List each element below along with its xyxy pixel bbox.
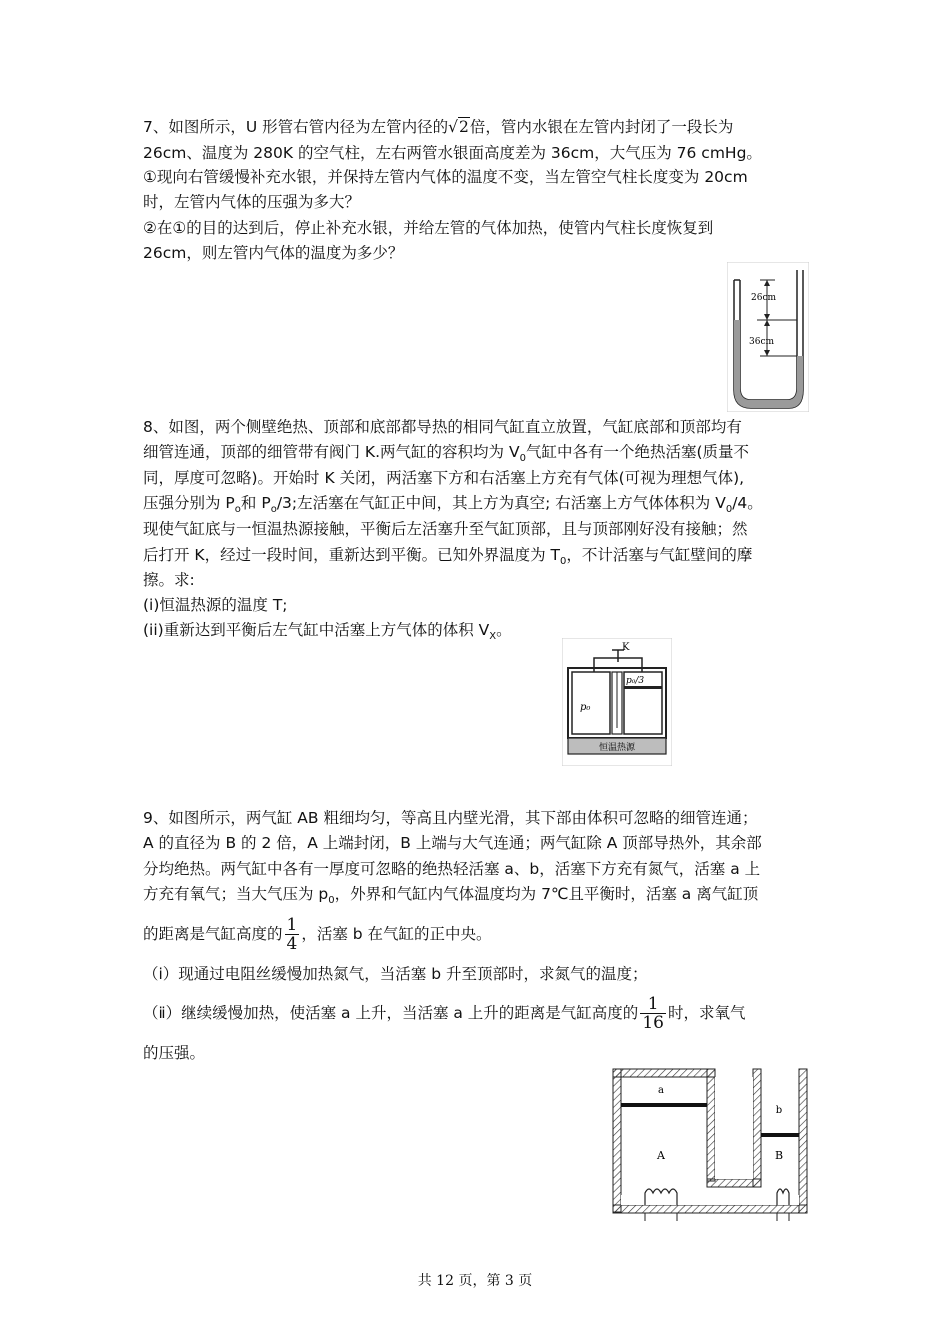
fig7-label-26cm: 26cm <box>751 293 777 303</box>
subscript: 0 <box>328 895 335 907</box>
q8-line-1: 8、如图，两个侧壁绝热、顶部和底部都导热的相同气缸直立放置，气缸底部和顶部均有 <box>143 418 742 436</box>
q7-line-1 <box>143 117 733 137</box>
q8-text: /3;左活塞在气缸正中间，其上方为真空; 右活塞上方气体体积为 V <box>276 494 726 512</box>
u-tube-figure <box>727 262 809 412</box>
q8-line-2 <box>143 442 749 469</box>
fraction-denominator: 16 <box>642 1013 664 1033</box>
q9-text: 的距离是气缸高度的 <box>143 925 283 943</box>
connected-cylinders-figure <box>611 1067 809 1222</box>
fig8-label-k: K <box>622 642 630 653</box>
q7-line-3: ①现向右管缓慢补充水银，并保持左管内气体的温度不变，当左管空气柱长度变为 20cm <box>143 168 748 186</box>
q9-line-2: A 的直径为 B 的 2 倍，A 上端封闭，B 上端与大气连通；两气缸除 A 顶部导热外，其余部 <box>143 834 762 852</box>
fraction-one-quarter <box>285 916 300 953</box>
subscript: o <box>270 504 277 516</box>
q8-text: 后打开 K，经过一段时间，重新达到平衡。已知外界温度为 T <box>143 546 560 564</box>
q7-line-2: 26cm、温度为 280K 的空气柱，左右两管水银面高度差为 36cm，大气压为 76 cmHg。 <box>143 144 762 162</box>
fraction-numerator: 1 <box>286 915 298 935</box>
q9-text: ，活塞 b 在气缸的正中央。 <box>301 925 492 943</box>
q7-text: 7、如图所示，U 形管右管内径为左管内径的 <box>143 118 449 136</box>
page-footer: 共 12 页，第 3 页 <box>417 1273 533 1289</box>
q9-line-5 <box>143 914 492 954</box>
q8-text: 。 <box>496 621 512 639</box>
q9-text: 方充有氧气；当大气压为 p <box>143 885 329 903</box>
fraction-numerator: 1 <box>640 995 666 1014</box>
q8-text: 细管连通，顶部的细管带有阀门 K.两气缸的容积均为 V <box>143 443 520 461</box>
subscript: 0 <box>560 556 567 568</box>
subscript: 0 <box>519 453 526 465</box>
q7-line-5: ②在①的目的达到后，停止补充水银，并给左管的气体加热，使管内气柱长度恢复到 <box>143 219 714 237</box>
fig9-label-piston-a: a <box>658 1085 664 1096</box>
q8-text: ，不计活塞与气缸壁间的摩 <box>566 546 753 564</box>
q9-line-4 <box>143 884 758 911</box>
q8-text: 气缸中各有一个绝热活塞(质量不 <box>525 443 749 461</box>
q8-line-4 <box>143 493 763 520</box>
q8-line-7: 擦。求: <box>143 571 195 589</box>
q8-line-5: 现使气缸底与一恒温热源接触，平衡后左活塞升至气缸顶部，且与顶部刚好没有接触；然 <box>143 520 748 538</box>
fig8-label-right-pressure: p₀/3 <box>626 676 645 686</box>
sqrt-radicand: 2 <box>459 118 469 136</box>
q8-line-9 <box>143 620 512 647</box>
fraction-denominator: 4 <box>286 934 298 954</box>
q8-line-3: 同，厚度可忽略)。开始时 K 关闭，两活塞下方和右活塞上方充有气体(可视为理想气体), <box>143 469 745 487</box>
fig7-label-36cm: 36cm <box>749 337 775 347</box>
q8-text: (ii)重新达到平衡后左气缸中活塞上方气体的体积 V <box>143 621 490 639</box>
fig8-label-left-pressure: p₀ <box>580 702 591 713</box>
q8-line-6 <box>143 545 752 572</box>
q9-line-1: 9、如图所示，两气缸 AB 粗细均匀，等高且内壁光滑，其下部由体积可忽略的细管连通； <box>143 809 758 827</box>
fig9-label-cylinder-B: B <box>774 1149 784 1162</box>
cylinders-figure <box>562 638 672 766</box>
q9-line-6: （ⅰ）现通过电阻丝缓慢加热氮气，当活塞 b 升至顶部时，求氮气的温度； <box>143 965 648 983</box>
subscript: 0 <box>725 504 733 516</box>
q8-text: 和 P <box>240 494 271 512</box>
subscript: X <box>489 631 497 643</box>
fig8-heat-source-label: 恒温热源 <box>598 743 636 753</box>
subscript: o <box>234 504 241 516</box>
q7-line-4: 时，左管内气体的压强为多大？ <box>143 193 361 211</box>
sqrt-symbol: √2 <box>448 118 469 136</box>
q8-text: 压强分别为 P <box>143 494 235 512</box>
fig9-label-cylinder-A: A <box>657 1149 665 1162</box>
q9-line-8: 的压强。 <box>143 1044 206 1062</box>
q7-line-6: 26cm，则左管内气体的温度为多少？ <box>143 244 404 262</box>
q9-line-3: 分均绝热。两气缸中各有一厚度可忽略的绝热轻活塞 a、b，活塞下方充有氮气，活塞 a 上 <box>143 860 761 878</box>
fig9-label-piston-b: b <box>775 1105 783 1116</box>
fraction-one-sixteenth <box>640 995 666 1032</box>
q8-text: /4。 <box>732 494 763 512</box>
q9-text: ，外界和气缸内气体温度均为 7℃且平衡时，活塞 a 离气缸顶 <box>334 885 759 903</box>
q9-text: （ⅱ）继续缓慢加热，使活塞 a 上升，当活塞 a 上升的距离是气缸高度的 <box>143 1004 639 1022</box>
q9-text: 时，求氧气 <box>667 1004 746 1022</box>
q7-text: 倍，管内水银在左管内封闭了一段长为 <box>469 118 734 136</box>
q9-line-7 <box>143 993 745 1033</box>
q8-line-8: (i)恒温热源的温度 T; <box>143 596 288 614</box>
